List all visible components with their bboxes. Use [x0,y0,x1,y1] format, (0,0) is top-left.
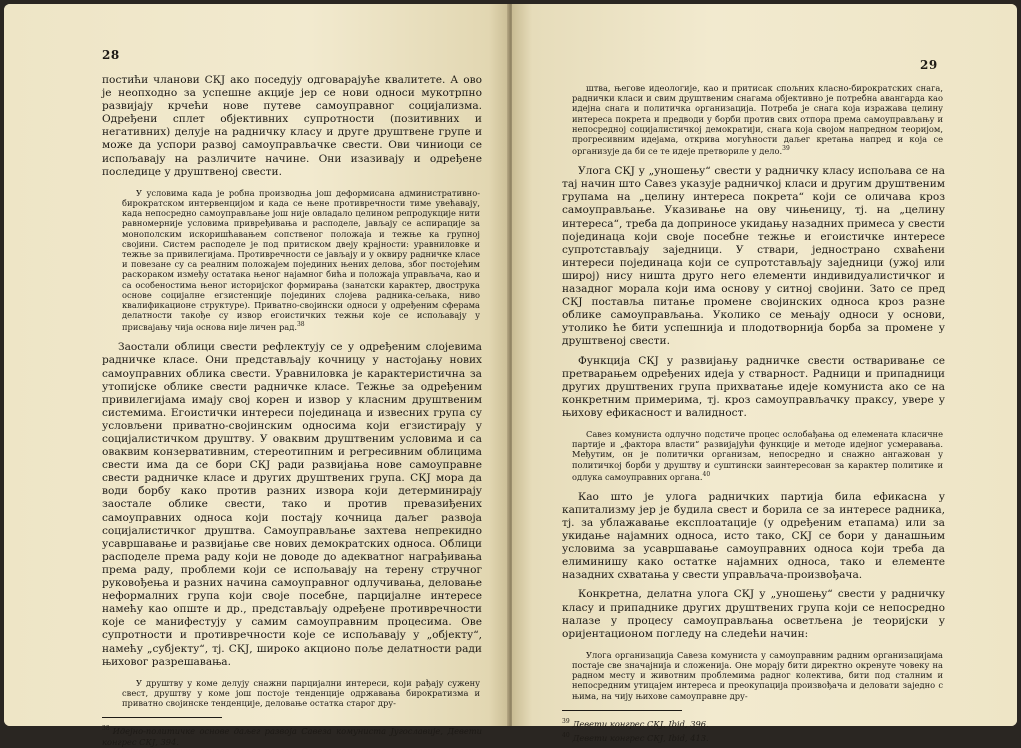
footnote-text: Девети конгрес СКЈ, Ibid, 396. [572,718,709,729]
block-quote [572,83,943,156]
footnote-ref: 39 [782,145,790,153]
footnote-number: 39 [562,717,570,725]
paragraph: Улога СКЈ у „уношењу“ свести у радничку класу испољава се на тај начин што Савез указује радничкој класи и другим друштвеним групама на „целину интереса покрета“ који се оличава кроз самоуправљање. Указивање на ову чињеницу, тј. на „целину интереса“, треба да доприносе укидању назадних примеса у свести појединаца који своје посебне тежње и егоистичке интересе супротстављају заједници. У ствари, једнострано схваћени интереси појединаца који се супротстављају заједници (ужој или широј) нису ништа друго него елементи индивидуалистичког и назадног морала који има основу у ситној својини. Зато се пред СКЈ поставља питање промене својинских односа кроз разне облике самоуправљања. Уколико се мењају односи у основи, утолико ће бити успешнија и плодотворнија борба за промене у друштвеној свести. [562,165,945,348]
right-page [512,4,1017,743]
paragraph: Конкретна, делатна улога СКЈ у „уношењу“ свести у радничку класу и припаднике других друштвених група који се непосредно налазе у процесу самоуправљања осветљена је теоријски у оријентационом погледу на следећи начин: [562,588,945,640]
page-number: 28 [102,48,120,62]
left-page [4,4,509,748]
paragraph: Функција СКЈ у развијању радничке свести остваривање се претварањем одређених идеја у стварност. Радници и припадници других друштвених група прихватање идеје комуниста ако се на конкретним примерима, тј. кроз самоуправљачку праксу, увере у њихову ефикасност и валидност. [562,354,945,419]
footnote-ref: 40 [702,470,711,478]
right-text-column [562,83,945,743]
footnote-text: Девети конгрес СКЈ, Ibid, 413. [572,732,709,743]
block-quote: Улога организација Савеза комуниста у самоуправним радним организацијама постаје све значајнија и сложенија. Оне морају бити директно окренуте човеку на радном месту и животним проблемима радног колектива, бити под сталним и непосредним утицајем интереса и преокупација произвођача и деловати заједно с њима, на чију њихове самоуправне дру- [572,649,943,701]
left-text-column [102,74,482,748]
footnote [102,723,482,748]
block-quote [122,188,480,333]
quote-text: Савез комуниста одлучно подстиче процес ослобађања од елемената класичне партије и „фактора власти“ развијајући функције и методе идејног усмеравања. Међутим, он је политички организам, непосредно и снажно ангажован у политичкој борби у друштву и суштински заинтересован за карактер политике и одлука самоуправних органа. [572,428,943,482]
block-quote: У друштву у коме делују снажни парцијални интереси, који рађају сужену свест, друштву у коме још постоје тенденције одржавања бирократизма и приватно својинске тенденције, деловање остатка старог дру- [122,677,480,709]
paragraph: постићи чланови СКЈ ако поседују одговарајуће квалитете. А ово је неопходно за успешне акције јер се нови односи мукотрпно развијају крчећи нове путеве самоуправног социјализма. Одређени сплет објективних супротности (позитивних и негативних) делује на радничку класу и друге друштвене групе и може да успори развој самоуправљачке свести. Ови чиниоци се испољавају на различите начине. Они изазивају и одређене последице у друштвеној свести. [102,74,482,178]
quote-text: У условима када је робна производња још деформисана административно-бирократском интервенцијом и када се њене противречности тиме увећавају, када непосредно самоуправљање још није овладало целином репродукције нити равномерније условима привређивања и расподеле, јављају се аспирације за монополским искоришћавањем сопственог положаја и тежње ка групној својини. Систем расподеле је под притиском двеју крајности: уравниловке и тежње за привилегијама. Противречности се јављају и у оквиру радничке класе и повезане су са реалним положајем појединих њених делова, због постојећим раскораком између остатака њеног најамног бића и положаја управљача, као и са особеностима њеног историјског формирања (занатски карактер, двострука основе социјалне егзистенције појединих слојева радника-сељака, ниво квалификационе структуре). Приватно-својински односи у одређеним сферама делатности такође су извор егоистичких тежњи које се испољавају у присвајању чија основа није личен рад. [122,187,480,333]
footnote-number: 38 [102,725,110,733]
footnote-ref: 38 [296,321,305,329]
footnote-text: Идејно-политичке основе даљег развоја Савеза комуниста Југославије, Девети конгрес СКЈ, 394. [102,726,482,748]
paragraph: Као што је улога радничких партија била ефикасна у капитализму јер је будила свест и борила се за интересе радника, тј. за ублажавање експлоатације (у одређеним етапама) или за укидање најамних односа, исто тако, СКЈ се бори у данашњим условима за усавршавање самоуправних односа који треба да елиминишу како остатке најамних односа, тако и елементе назадних схватања у свести управљача-произвођача. [562,490,945,582]
block-quote [572,429,943,482]
footnote-divider [562,710,682,711]
book-spread [4,4,1017,748]
footnote [562,730,945,744]
footnote-divider [102,717,222,718]
quote-text: штва, његове идеологије, као и притисак спољних класно-бирократских снага, раднички класи и свим друштвеним снагама објективно је потребна авангарда као идејна снага и политичка организација. Потреба је снага која изражава целину интереса покрета и предводи у борби против свих отпора према самоуправљању и непосредној социјалистичкој демократији, снага која својом напредном теоријом, прогресивним идејама, открива могућности даљег кретања напред и која се организује да би се те идеје претвориле у дело. [572,83,943,156]
footnote [562,716,945,730]
page-number: 29 [920,58,938,72]
paragraph: Заостали облици свести рефлектују се у одређеним слојевима радничке класе. Они представљају кочницу у настојању нових самоуправних облика свести. Уравниловка је карактеристична за утопијске облике свести радничке класе. Тежње за одређеним привилегијама имају свој корен и извор у класним друштвеним системима. Егоистички интереси појединаца и извесних група су условљени приватно-својинским односима који егзистирају у социјалистичком друштву. У оваквим друштвеним условима и са оваквим конзервативним, стереотипним и регресивним облицима свести има да се бори СКЈ ради развијања нове самоуправне свести радничке класе и других друштвених група. СКЈ мора да води борбу како против разних извора који детерминирају заостале облике свести, тако и против превазиђених самоуправних односа који постају кочница даљег развоја социјалистичког друштва. Самоуправљање захтева непрекидно усавршавање и развијање све нових демократских односа. Облици расподеле према раду који не доводе до адекватног награђивања према раду, проблеми који се испољавају на терену стручног руковођења и разних начина самоуправног одлучивања, деловање неформалних група који своје посебне, парцијалне интересе намећу као опште и др., представљају одређене противречности које се манифестују у самим самоуправним процесима. Ове супротности и противречности које се испољавају у „објекту“, намећу „субјекту“, тј. СКЈ, широко акционо поље делатности ради њиховог разрешавања. [102,341,482,668]
footnote-number: 40 [562,731,570,739]
